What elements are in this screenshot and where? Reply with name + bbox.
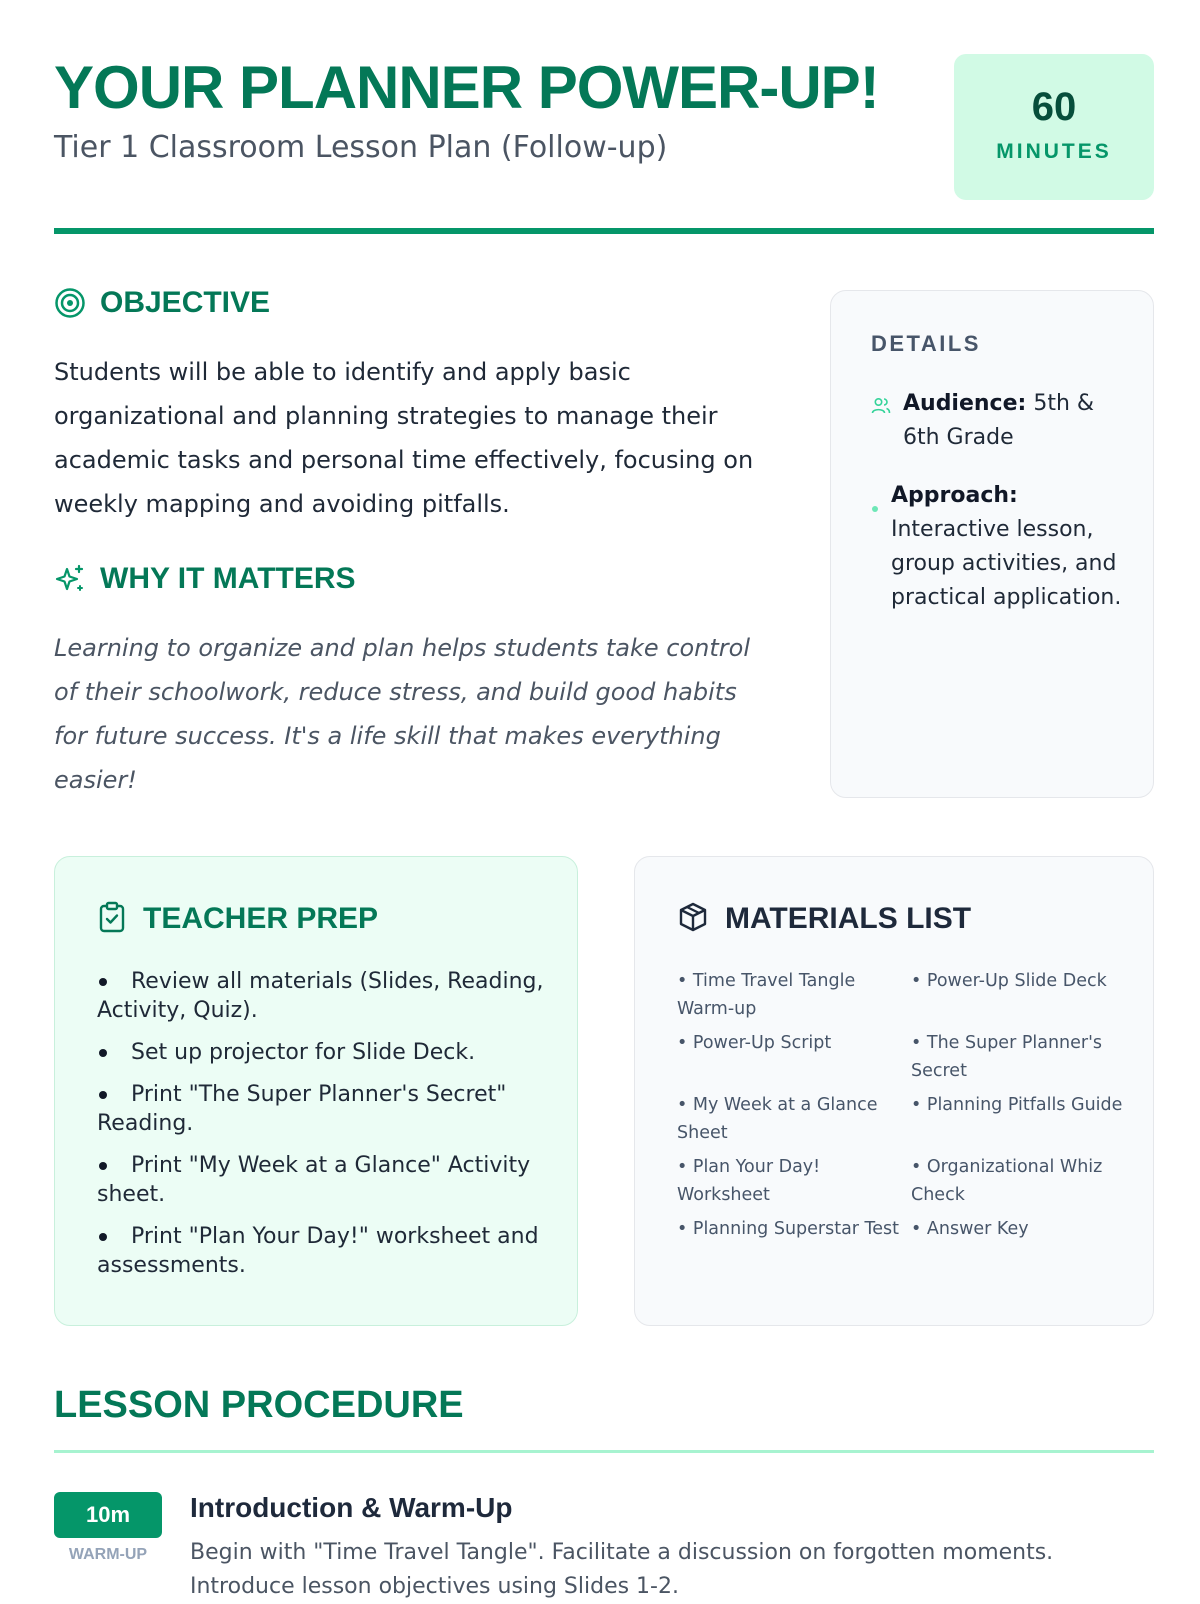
objective-text: Students will be able to identify and apply basic organizational and planning strategies to manage their academic tasks and personal time effectively, focusing on weekly mapping and avoiding pitfalls.: [54, 358, 754, 518]
step-description: Begin with "Time Travel Tangle". Facilitate a discussion on forgotten moments. Introduce lesson objectives using Slides 1-2.: [190, 1540, 1054, 1599]
clipboard-check-icon: [97, 901, 127, 937]
materials-heading: [677, 901, 971, 937]
page-title: YOUR PLANNER POWER-UP!: [54, 54, 879, 121]
list-item: • Planning Pitfalls Guide: [911, 1095, 1123, 1115]
details-title: DETAILS: [871, 331, 981, 356]
header-divider: [54, 228, 1154, 234]
list-item: • Power-Up Slide Deck: [911, 971, 1107, 991]
why-heading: [54, 562, 356, 596]
list-item: • Time Travel Tangle Warm-up: [677, 971, 856, 1019]
list-item: Print "My Week at a Glance" Activity sheet.: [97, 1151, 547, 1209]
page-subtitle: Tier 1 Classroom Lesson Plan (Follow-up): [54, 130, 668, 165]
materials-grid: [677, 967, 1127, 1243]
dot-icon: [871, 491, 881, 525]
users-icon: [871, 393, 891, 427]
procedure-title: LESSON PROCEDURE: [54, 1384, 464, 1426]
step-title: Introduction & Warm-Up: [190, 1492, 513, 1523]
list-item: • Answer Key: [911, 1219, 1029, 1239]
list-item: • The Super Planner's Secret: [911, 1033, 1103, 1081]
header: [54, 52, 1154, 202]
materials-card: [634, 856, 1154, 1326]
teacher-prep-title: TEACHER PREP: [143, 902, 379, 935]
list-item: • Plan Your Day! Worksheet: [677, 1157, 821, 1205]
approach-label: Approach:: [891, 483, 1018, 508]
list-item: • My Week at a Glance Sheet: [677, 1095, 878, 1143]
teacher-prep-heading: [97, 901, 378, 937]
detail-audience: [871, 387, 1133, 455]
objective-heading: [54, 286, 270, 320]
why-title: WHY IT MATTERS: [100, 562, 356, 595]
list-item: • Power-Up Script: [677, 1033, 832, 1053]
teacher-prep-list: [97, 967, 547, 1293]
sparkles-icon: [54, 563, 86, 595]
audience-label: Audience:: [903, 391, 1027, 416]
duration-label: MINUTES: [996, 140, 1112, 163]
duration-badge: [954, 54, 1154, 200]
step-time-badge: 10m: [54, 1492, 162, 1538]
procedure-divider: [54, 1450, 1154, 1453]
duration-value: 60: [1031, 85, 1077, 129]
teacher-prep-card: [54, 856, 578, 1326]
objective-title: OBJECTIVE: [100, 286, 271, 319]
step-tag: WARM-UP: [68, 1546, 148, 1563]
detail-approach: [871, 479, 1133, 615]
list-item: • Organizational Whiz Check: [911, 1157, 1103, 1205]
list-item: Review all materials (Slides, Reading, Activity, Quiz).: [97, 967, 547, 1025]
details-card: [830, 290, 1154, 798]
list-item: Print "Plan Your Day!" worksheet and assessments.: [97, 1222, 547, 1280]
target-icon: [54, 287, 86, 319]
list-item: Print "The Super Planner's Secret" Reading.: [97, 1080, 547, 1138]
why-text: Learning to organize and plan helps students take control of their schoolwork, reduce stress, and build good habits for future success. It's a life skill that makes everything easier!: [54, 634, 750, 794]
list-item: Set up projector for Slide Deck.: [97, 1038, 547, 1067]
materials-title: MATERIALS LIST: [725, 902, 972, 935]
approach-value: Interactive lesson, group activities, and practical application.: [891, 517, 1122, 610]
package-icon: [677, 901, 709, 937]
list-item: • Planning Superstar Test: [677, 1219, 900, 1239]
audience-value: 5th & 6th Grade: [903, 391, 1095, 450]
